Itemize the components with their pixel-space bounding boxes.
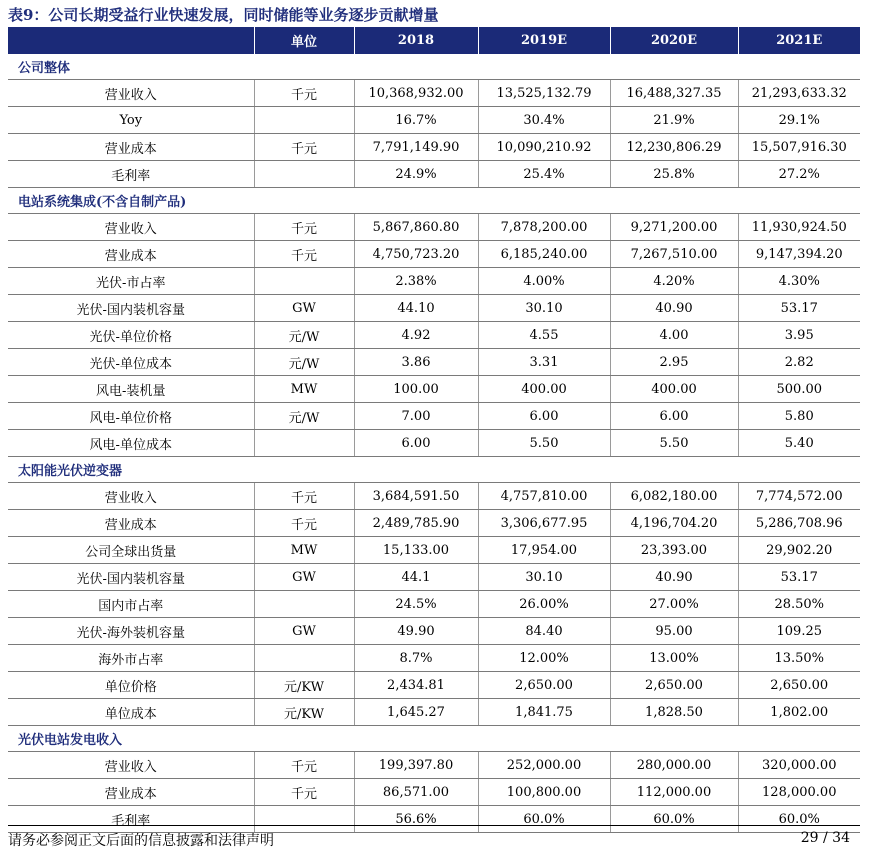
- table-cell: 6,185,240.00: [478, 241, 610, 268]
- row-unit: 元/W: [254, 403, 354, 430]
- row-label: 毛利率: [8, 161, 254, 188]
- table-cell: 3,306,677.95: [478, 510, 610, 537]
- table-cell: 1,828.50: [610, 699, 738, 726]
- table-cell: 100.00: [354, 376, 478, 403]
- table-row: [8, 214, 860, 241]
- table-row: [8, 80, 860, 107]
- footer-divider: [8, 825, 860, 826]
- section-title: 电站系统集成(不含自制产品): [8, 188, 860, 214]
- table-cell: 7,774,572.00: [738, 483, 860, 510]
- table-row: [8, 618, 860, 645]
- table-row: [8, 672, 860, 699]
- table-cell: 9,147,394.20: [738, 241, 860, 268]
- row-label: 光伏-单位价格: [8, 322, 254, 349]
- table-cell: 25.4%: [478, 161, 610, 188]
- table-row: [8, 134, 860, 161]
- table-cell: 4.20%: [610, 268, 738, 295]
- table-cell: 29,902.20: [738, 537, 860, 564]
- table-cell: 5.50: [610, 430, 738, 457]
- table-cell: 24.9%: [354, 161, 478, 188]
- table-cell: 21,293,633.32: [738, 80, 860, 107]
- table-cell: 3.86: [354, 349, 478, 376]
- row-label: 单位价格: [8, 672, 254, 699]
- table-cell: 21.9%: [610, 107, 738, 134]
- table-row: [8, 645, 860, 672]
- table-cell: 56.6%: [354, 806, 478, 833]
- table-cell: 40.90: [610, 295, 738, 322]
- row-label: 营业收入: [8, 80, 254, 107]
- row-label: 光伏-国内装机容量: [8, 295, 254, 322]
- table-cell: 30.10: [478, 564, 610, 591]
- table-cell: 2,650.00: [738, 672, 860, 699]
- table-cell: 6.00: [610, 403, 738, 430]
- row-unit: 元/KW: [254, 672, 354, 699]
- table-cell: 5,286,708.96: [738, 510, 860, 537]
- row-label: 光伏-海外装机容量: [8, 618, 254, 645]
- table-cell: 5.40: [738, 430, 860, 457]
- table-cell: 53.17: [738, 564, 860, 591]
- table-cell: 16,488,327.35: [610, 80, 738, 107]
- header-2020e: 2020E: [610, 27, 738, 54]
- table-cell: 2.38%: [354, 268, 478, 295]
- table-cell: 100,800.00: [478, 779, 610, 806]
- table-row: [8, 295, 860, 322]
- table-cell: 60.0%: [478, 806, 610, 833]
- table-cell: 16.7%: [354, 107, 478, 134]
- table-cell: 11,930,924.50: [738, 214, 860, 241]
- header-unit: 单位: [254, 27, 354, 54]
- table-row: [8, 349, 860, 376]
- table-cell: 3,684,591.50: [354, 483, 478, 510]
- row-label: 营业收入: [8, 214, 254, 241]
- table-cell: 199,397.80: [354, 752, 478, 779]
- table-row: [8, 430, 860, 457]
- table-cell: 7.00: [354, 403, 478, 430]
- table-cell: 400.00: [610, 376, 738, 403]
- table-cell: 27.00%: [610, 591, 738, 618]
- row-label: 光伏-单位成本: [8, 349, 254, 376]
- table-cell: 95.00: [610, 618, 738, 645]
- table-cell: 84.40: [478, 618, 610, 645]
- table-cell: 7,878,200.00: [478, 214, 610, 241]
- header-label: [8, 27, 254, 54]
- table-cell: 15,507,916.30: [738, 134, 860, 161]
- table-cell: 5.50: [478, 430, 610, 457]
- table-cell: 44.10: [354, 295, 478, 322]
- row-label: 营业成本: [8, 779, 254, 806]
- section-title: 太阳能光伏逆变器: [8, 457, 860, 483]
- row-unit: 千元: [254, 80, 354, 107]
- row-unit: 元/KW: [254, 699, 354, 726]
- table-cell: 8.7%: [354, 645, 478, 672]
- table-row: [8, 510, 860, 537]
- table-cell: 1,645.27: [354, 699, 478, 726]
- table-row: [8, 403, 860, 430]
- row-unit: GW: [254, 295, 354, 322]
- table-cell: 5.80: [738, 403, 860, 430]
- table-row: [8, 322, 860, 349]
- table-cell: 10,090,210.92: [478, 134, 610, 161]
- row-unit: 千元: [254, 483, 354, 510]
- table-row: [8, 699, 860, 726]
- section-row: [8, 54, 860, 80]
- table-cell: 12,230,806.29: [610, 134, 738, 161]
- section-row: [8, 726, 860, 752]
- table-cell: 13,525,132.79: [478, 80, 610, 107]
- table-cell: 23,393.00: [610, 537, 738, 564]
- table-cell: 109.25: [738, 618, 860, 645]
- row-unit: 千元: [254, 510, 354, 537]
- row-label: 营业成本: [8, 241, 254, 268]
- table-cell: 15,133.00: [354, 537, 478, 564]
- table-cell: 44.1: [354, 564, 478, 591]
- table-cell: 4.00%: [478, 268, 610, 295]
- row-unit: [254, 268, 354, 295]
- row-label: 毛利率: [8, 806, 254, 833]
- table-cell: 400.00: [478, 376, 610, 403]
- header-2019e: 2019E: [478, 27, 610, 54]
- table-row: [8, 107, 860, 134]
- row-unit: 千元: [254, 779, 354, 806]
- row-label: 国内市占率: [8, 591, 254, 618]
- table-row: [8, 161, 860, 188]
- table-cell: 29.1%: [738, 107, 860, 134]
- row-label: 单位成本: [8, 699, 254, 726]
- section-title: 光伏电站发电收入: [8, 726, 860, 752]
- table-cell: 28.50%: [738, 591, 860, 618]
- table-cell: 6,082,180.00: [610, 483, 738, 510]
- table-cell: 49.90: [354, 618, 478, 645]
- table-row: [8, 752, 860, 779]
- table-row: [8, 591, 860, 618]
- row-unit: [254, 591, 354, 618]
- row-unit: GW: [254, 618, 354, 645]
- table-cell: 9,271,200.00: [610, 214, 738, 241]
- row-label: Yoy: [8, 107, 254, 134]
- row-unit: [254, 161, 354, 188]
- table-cell: 4.30%: [738, 268, 860, 295]
- row-unit: GW: [254, 564, 354, 591]
- table-row: [8, 806, 860, 833]
- table-cell: 53.17: [738, 295, 860, 322]
- row-unit: 千元: [254, 214, 354, 241]
- table-cell: 6.00: [478, 403, 610, 430]
- section-title: 公司整体: [8, 54, 860, 80]
- table-cell: 2,434.81: [354, 672, 478, 699]
- table-cell: 320,000.00: [738, 752, 860, 779]
- table-cell: 3.31: [478, 349, 610, 376]
- table-cell: 1,841.75: [478, 699, 610, 726]
- table-cell: 10,368,932.00: [354, 80, 478, 107]
- financial-forecast-table: [8, 27, 860, 833]
- row-unit: 元/W: [254, 349, 354, 376]
- table-cell: 13.50%: [738, 645, 860, 672]
- row-unit: 千元: [254, 241, 354, 268]
- table-cell: 112,000.00: [610, 779, 738, 806]
- table-cell: 17,954.00: [478, 537, 610, 564]
- table-cell: 27.2%: [738, 161, 860, 188]
- table-cell: 60.0%: [738, 806, 860, 833]
- page-number: 29 / 34: [800, 830, 850, 846]
- table-cell: 26.00%: [478, 591, 610, 618]
- row-label: 光伏-国内装机容量: [8, 564, 254, 591]
- table-cell: 2.95: [610, 349, 738, 376]
- row-unit: MW: [254, 537, 354, 564]
- row-label: 营业收入: [8, 752, 254, 779]
- table-header-row: [8, 27, 860, 54]
- table-cell: 25.8%: [610, 161, 738, 188]
- table-cell: 60.0%: [610, 806, 738, 833]
- row-unit: [254, 645, 354, 672]
- table-row: [8, 564, 860, 591]
- row-label: 营业成本: [8, 134, 254, 161]
- row-label: 营业收入: [8, 483, 254, 510]
- table-cell: 7,267,510.00: [610, 241, 738, 268]
- footer-disclaimer: 请务必参阅正文后面的信息披露和法律声明: [8, 833, 274, 849]
- row-unit: 千元: [254, 134, 354, 161]
- row-label: 风电-单位价格: [8, 403, 254, 430]
- row-unit: [254, 107, 354, 134]
- row-unit: 千元: [254, 752, 354, 779]
- row-label: 营业成本: [8, 510, 254, 537]
- row-unit: [254, 430, 354, 457]
- row-label: 光伏-市占率: [8, 268, 254, 295]
- table-cell: 252,000.00: [478, 752, 610, 779]
- table-cell: 30.10: [478, 295, 610, 322]
- table-row: [8, 376, 860, 403]
- table-cell: 280,000.00: [610, 752, 738, 779]
- section-row: [8, 457, 860, 483]
- table-cell: 2,489,785.90: [354, 510, 478, 537]
- header-2018: 2018: [354, 27, 478, 54]
- row-unit: 元/W: [254, 322, 354, 349]
- table-row: [8, 241, 860, 268]
- table-cell: 86,571.00: [354, 779, 478, 806]
- table-cell: 12.00%: [478, 645, 610, 672]
- row-label: 风电-装机量: [8, 376, 254, 403]
- table-row: [8, 483, 860, 510]
- table-cell: 4.00: [610, 322, 738, 349]
- row-label: 风电-单位成本: [8, 430, 254, 457]
- table-cell: 4,750,723.20: [354, 241, 478, 268]
- table-cell: 4,196,704.20: [610, 510, 738, 537]
- table-title: 表9：公司长期受益行业快速发展，同时储能等业务逐步贡献增量: [8, 6, 439, 24]
- row-label: 公司全球出货量: [8, 537, 254, 564]
- table-row: [8, 779, 860, 806]
- table-cell: 1,802.00: [738, 699, 860, 726]
- table-cell: 4.92: [354, 322, 478, 349]
- section-row: [8, 188, 860, 214]
- row-unit: MW: [254, 376, 354, 403]
- table-row: [8, 268, 860, 295]
- table-cell: 30.4%: [478, 107, 610, 134]
- table-cell: 5,867,860.80: [354, 214, 478, 241]
- table-cell: 2,650.00: [610, 672, 738, 699]
- table-cell: 4.55: [478, 322, 610, 349]
- row-label: 海外市占率: [8, 645, 254, 672]
- row-unit: [254, 806, 354, 833]
- table-row: [8, 537, 860, 564]
- table-cell: 128,000.00: [738, 779, 860, 806]
- table-cell: 6.00: [354, 430, 478, 457]
- table-cell: 40.90: [610, 564, 738, 591]
- table-cell: 13.00%: [610, 645, 738, 672]
- table-cell: 2,650.00: [478, 672, 610, 699]
- table-cell: 7,791,149.90: [354, 134, 478, 161]
- table-cell: 3.95: [738, 322, 860, 349]
- header-2021e: 2021E: [738, 27, 860, 54]
- table-cell: 4,757,810.00: [478, 483, 610, 510]
- table-cell: 2.82: [738, 349, 860, 376]
- table-cell: 24.5%: [354, 591, 478, 618]
- table-cell: 500.00: [738, 376, 860, 403]
